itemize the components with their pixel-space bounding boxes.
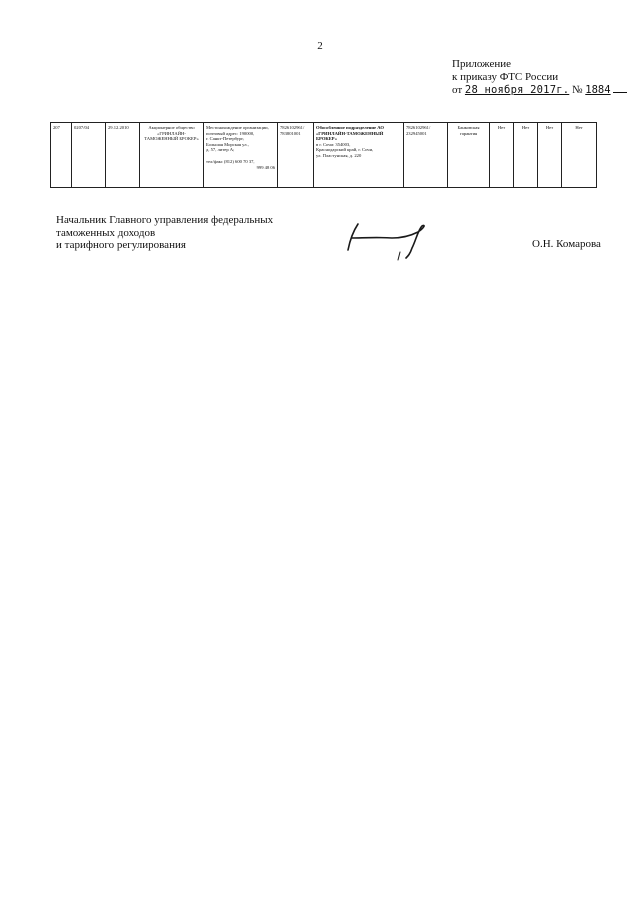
- cell-company-name: Акционерное общество «ГРИНЛАЙН-ТАМОЖЕННЫЙ БРОКЕР»: [140, 123, 204, 188]
- signer-name: О.Н. Комарова: [532, 238, 601, 250]
- appendix-date-line: [452, 83, 627, 97]
- address-line: Большая Морская ул.,: [206, 141, 249, 147]
- appendix-title: Приложение: [452, 58, 512, 70]
- cell-flag-4: Нет: [562, 123, 597, 188]
- signatory-title-line: и тарифного регулирования: [56, 239, 186, 251]
- cell-flag-3: Нет: [538, 123, 562, 188]
- number-sign: №: [572, 84, 583, 96]
- handwritten-signature: [340, 216, 440, 262]
- address-line: 999 48 06: [256, 164, 275, 170]
- cell-number: 207: [51, 123, 72, 188]
- cell-registry-number: 0207/04: [72, 123, 106, 188]
- order-number: 1884: [585, 84, 611, 96]
- address-line: почтовый адрес: 190000,: [206, 130, 255, 136]
- cell-branch: [314, 123, 404, 188]
- appendix-header: [452, 58, 627, 97]
- cell-branch-inn-kpp: 7826102961/ 232945001: [404, 123, 448, 188]
- signatory-title-line: таможенных доходов: [56, 226, 156, 239]
- branch-line: ул. Пластунская, д. 220: [316, 152, 362, 158]
- appendix-order-ref: к приказу ФТС России: [452, 70, 559, 83]
- page-number: 2: [317, 40, 323, 52]
- signatory-title-line: Начальник Главного управления федеральных: [56, 214, 274, 226]
- cell-inn-kpp: 7826102961/ 783801001: [278, 123, 314, 188]
- branch-line: в г. Сочи: 354003,: [316, 141, 351, 147]
- order-date: 28 ноября 2017г.: [464, 84, 570, 96]
- address-line: тел/факс (812) 600 70 37,: [206, 158, 255, 164]
- table-row: [51, 123, 597, 188]
- cell-date: 29.12.2010: [106, 123, 140, 188]
- signatory-title: [56, 214, 273, 252]
- branch-title: Обособленное подразделение АО «ГРИНЛАЙН-ТАМОЖЕННЫЙ БРОКЕР»: [316, 125, 384, 142]
- date-prefix: от: [452, 84, 463, 96]
- number-underline: [613, 83, 627, 93]
- address-line: Местонахождение организации,: [206, 125, 269, 130]
- address-line: г. Санкт-Петербург,: [206, 136, 244, 142]
- branch-line: Краснодарский край, г. Сочи,: [316, 147, 374, 153]
- address-line: д. 57, литер А;: [206, 147, 235, 153]
- cell-guarantee: Банковская гарантия: [448, 123, 490, 188]
- cell-flag-2: Нет: [514, 123, 538, 188]
- registry-table: [50, 122, 597, 188]
- cell-flag-1: Нет: [490, 123, 514, 188]
- cell-address: [204, 123, 278, 188]
